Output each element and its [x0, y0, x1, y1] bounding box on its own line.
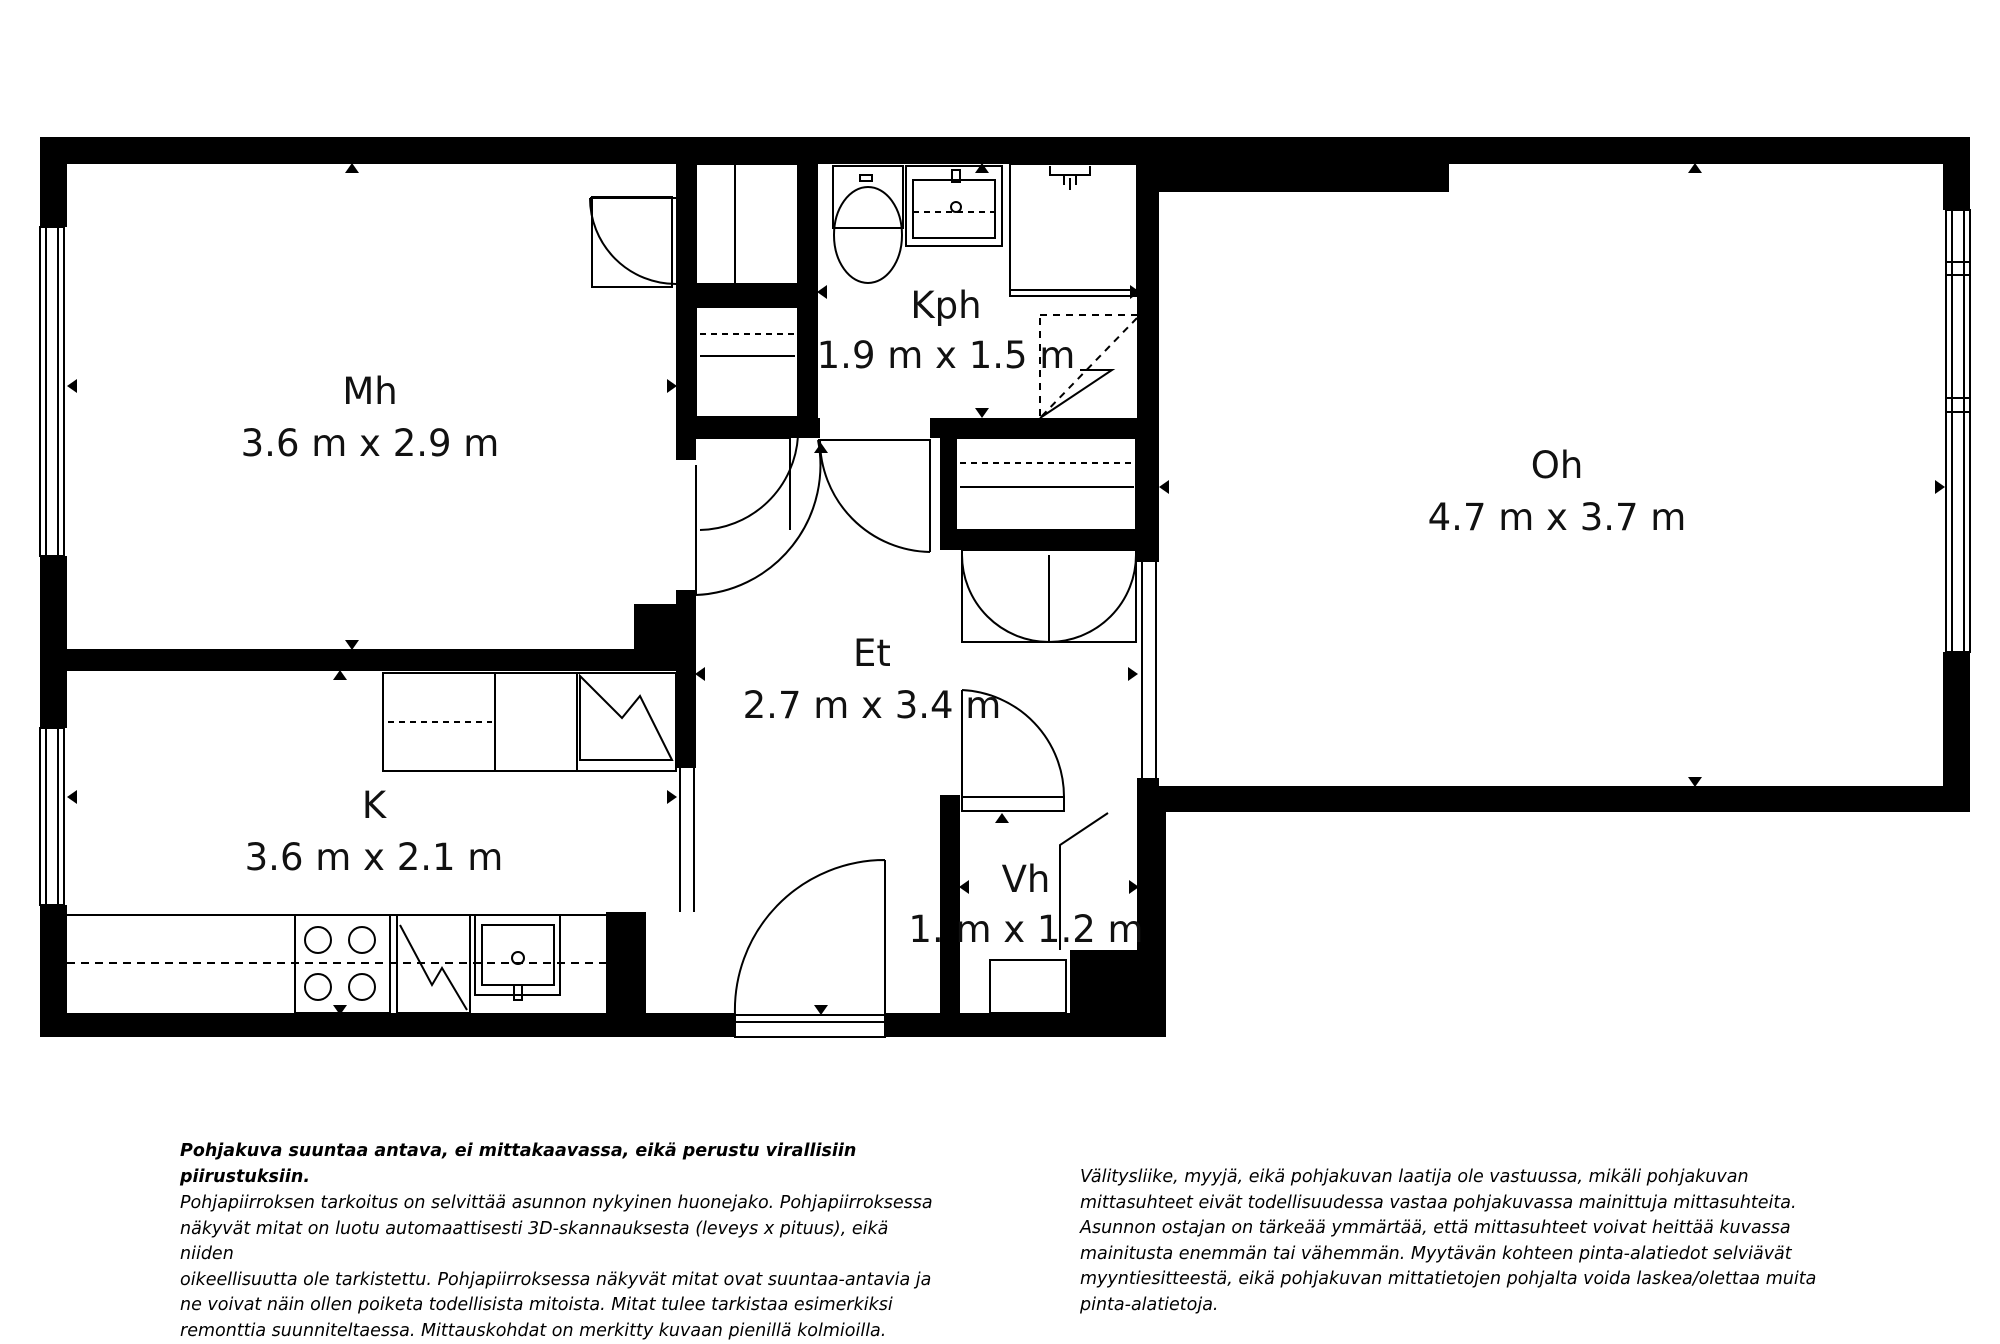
room-k — [245, 784, 504, 879]
room-name: Kph — [910, 284, 981, 327]
room-size: 3.6 m x 2.1 m — [245, 836, 504, 879]
room-et — [743, 632, 1002, 727]
room-kph — [817, 284, 1076, 377]
room-size: 3.6 m x 2.9 m — [241, 422, 500, 465]
room-name: K — [362, 784, 388, 827]
room-name: Mh — [342, 370, 397, 413]
disclaimer-heading: Pohjakuva suuntaa antava, ei mittakaavassa, eikä perustu virallisiin piirustuksiin. — [180, 1139, 940, 1190]
disclaimer-line: oikeellisuutta ole tarkistettu. Pohjapiirroksessa näkyvät mitat ovat suuntaa-antavia ja — [180, 1268, 940, 1294]
room-oh — [1428, 444, 1687, 539]
disclaimer-line: näkyvät mitat on luotu automaattisesti 3D-skannauksesta (leveys x pituus), eikä niiden — [180, 1217, 940, 1268]
disclaimer-line: Välitysliike, myyjä, eikä pohjakuvan laatija ole vastuussa, mikäli pohjakuvan — [1080, 1165, 1840, 1191]
room-mh — [241, 370, 500, 465]
room-name: Vh — [1002, 858, 1051, 901]
disclaimer-right — [1080, 1165, 1840, 1318]
room-size: 2.7 m x 3.4 m — [743, 684, 1002, 727]
disclaimer-line: mittasuhteet eivät todellisuudessa vastaa pohjakuvassa mainittuja mittasuhteita. — [1080, 1191, 1840, 1217]
disclaimer-line: mainitusta enemmän tai vähemmän. Myytävän kohteen pinta-alatiedot selviävät — [1080, 1242, 1840, 1268]
room-name: Oh — [1531, 444, 1584, 487]
disclaimer-line: Asunnon ostajan on tärkeää ymmärtää, että mittasuhteet voivat heittää kuvassa — [1080, 1216, 1840, 1242]
walls — [40, 137, 1970, 1037]
room-name: Et — [853, 632, 891, 675]
doors — [590, 164, 1156, 1037]
disclaimer-line: ne voivat näin ollen poiketa todellisista mitoista. Mitat tulee tarkistaa esimerkiksi — [180, 1293, 940, 1319]
disclaimer-line: remonttia suunniteltaessa. Mittauskohdat on merkitty kuvaan pienillä kolmioilla. — [180, 1319, 940, 1344]
disclaimer-line: myyntiesitteestä, eikä pohjakuvan mittatietojen pohjalta voida laskea/olettaa muita — [1080, 1267, 1840, 1293]
room-size: 1. m x 1.2 m — [908, 908, 1143, 951]
room-size: 4.7 m x 3.7 m — [1428, 496, 1687, 539]
disclaimer-left — [180, 1191, 940, 1344]
room-size: 1.9 m x 1.5 m — [817, 334, 1076, 377]
disclaimer-line: Pohjapiirroksen tarkoitus on selvittää asunnon nykyinen huonejako. Pohjapiirroksessa — [180, 1191, 940, 1217]
disclaimer-line: pinta-alatietoja. — [1080, 1293, 1840, 1319]
room-labels — [241, 284, 1687, 951]
